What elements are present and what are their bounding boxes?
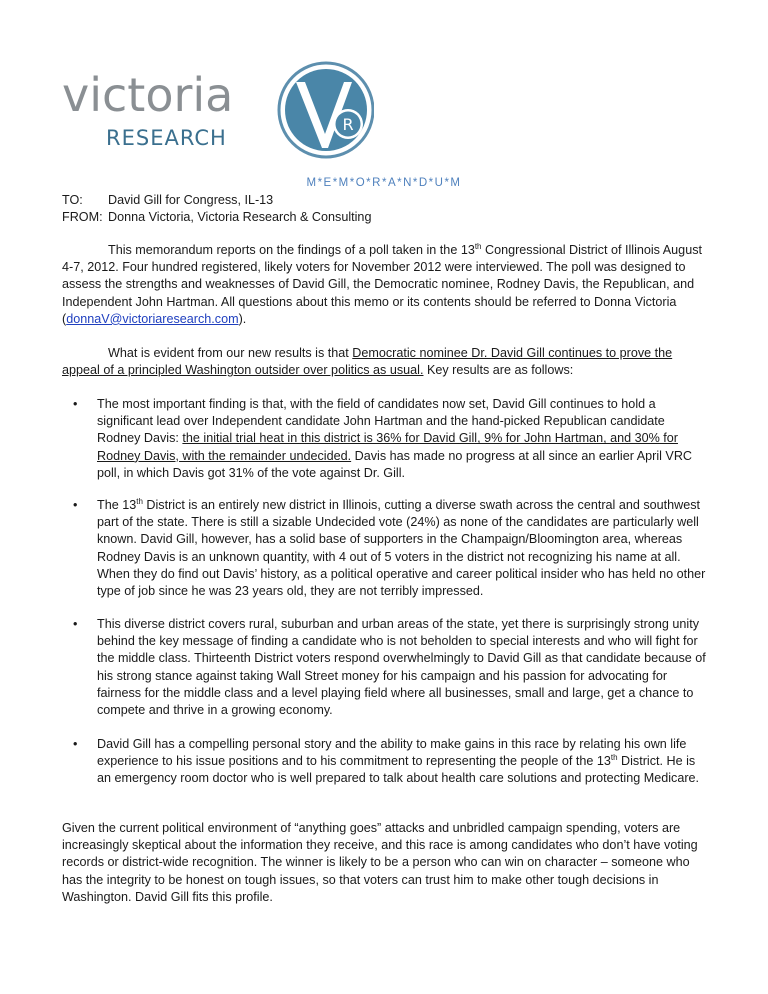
logo-wordmark-victoria: victoria [62,68,234,122]
memo-title: M*E*M*O*R*A*N*D*U*M [306,177,462,189]
to-value: David Gill for Congress, IL-13 [108,193,274,207]
bullet-text-end: Davis has made no progress at all since an earlier April VRC poll, in which Davis got 31% of the vote against Dr. Gill. [97,448,693,480]
intro-paragraph [62,242,708,328]
bullet-text: The 13 [97,498,137,512]
bullet-text-end: District. He is an emergency room doctor who is well prepared to talk about health care solutions and protecting Medicare. [97,754,700,786]
from-line [62,209,371,226]
summary-text-end: Key results are as follows: [423,363,574,378]
bullet-text: This diverse district covers rural, suburban and urban areas of the state, yet there is surprisingly strong unity behind the key message of finding a candidate who is not beholden to special interests and who will fight for the middle class. Thirteenth District voters respond overwhelmingly to David Gill as that candidate because of his strong stance against taking Wall Street money for his campaign and his passion for advocating for fairness for the middle class and a level playing field where all businesses, small and large, get a chance to compete and thrive in a growing economy. [97,617,706,718]
ordinal-suffix: th [136,496,143,506]
bullet-text: The most important finding is that, with the field of candidates now set, David Gill continues to hold a significant lead over Independent candidate John Hartman and the hand-picked Republican candidate Rodney Davis: [97,397,665,446]
intro-text-cont: Congressional District of Illinois August 4-7, 2012. Four hundred registered, likely voters for November 2012 were interviewed. The poll was designed to assess the strengths and weaknesses of David Gill, the Democratic nominee, Rodney Davis, the Republican, and Independent John Hartman. All questions about this memo or its contents should be referred to Donna Victoria ( [62,243,702,326]
bullet-text-end: District is an entirely new district in Illinois, cutting a diverse swath across the central and southwest part of the state. There is still a sizable Undecided vote (24%) as none of the candidates are particularly well known. David Gill, however, has a solid base of supporters in the Champaign/Bloomington area, whereas Rodney Davis is an unknown quantity, with 4 out of 5 voters in the district not recognizing his name at all. When they do find out Davis’ history, as a political operative and career political insider who has held no other type of job since he was 23 years old, they are not terribly impressed. [97,498,706,599]
summary-text: What is evident from our new results is that [108,346,353,360]
bullet-symbol: • [73,617,78,631]
email-link[interactable]: donnaV@victoriaresearch.com [66,311,239,326]
bullet-symbol: • [73,397,78,411]
bullet-underlined: the initial trial heat in this district is 36% for David Gill, 9% for John Hartman, and 30% for Rodney Davis, with the remainder undecided. [97,431,678,463]
logo-wordmark-research: RESEARCH [106,126,227,150]
to-line [62,192,273,209]
from-value: Donna Victoria, Victoria Research & Consulting [108,210,372,224]
svg-text:R: R [342,115,354,134]
intro-text: This memorandum reports on the findings of a poll taken in the 13 [108,243,475,257]
ordinal-suffix: th [610,753,618,763]
bullet-symbol: • [73,737,78,751]
to-label: TO: [62,193,83,207]
closing-paragraph: Given the current political environment of “anything goes” attacks and unbridled campaign spending, voters are increasingly skeptical about the information they receive, and this race is among candidates who don’t have voting records or district-wide recognition. The winner is likely to be a person who can win on character – someone who has the integrity to be honest on tough issues, so that voters can trust him to make other tough decisions in Washington. David Gill fits this profile. [62,821,698,904]
summary-paragraph [62,345,708,379]
summary-underlined: Democratic nominee Dr. David Gill continues to prove the appeal of a principled Washington outsider over politics as usual. [62,346,673,378]
bullet-text: David Gill has a compelling personal story and the ability to make gains in this race by relating his own life experience to his issue positions and to his commitment to representing the people of the 13 [97,737,687,769]
from-label: FROM: [62,210,103,224]
victoria-research-logo [62,56,372,172]
vr-logo-icon [276,56,374,164]
intro-text-end: ). [238,311,247,326]
ordinal-suffix: th [474,241,482,251]
bullet-symbol: • [73,498,78,512]
